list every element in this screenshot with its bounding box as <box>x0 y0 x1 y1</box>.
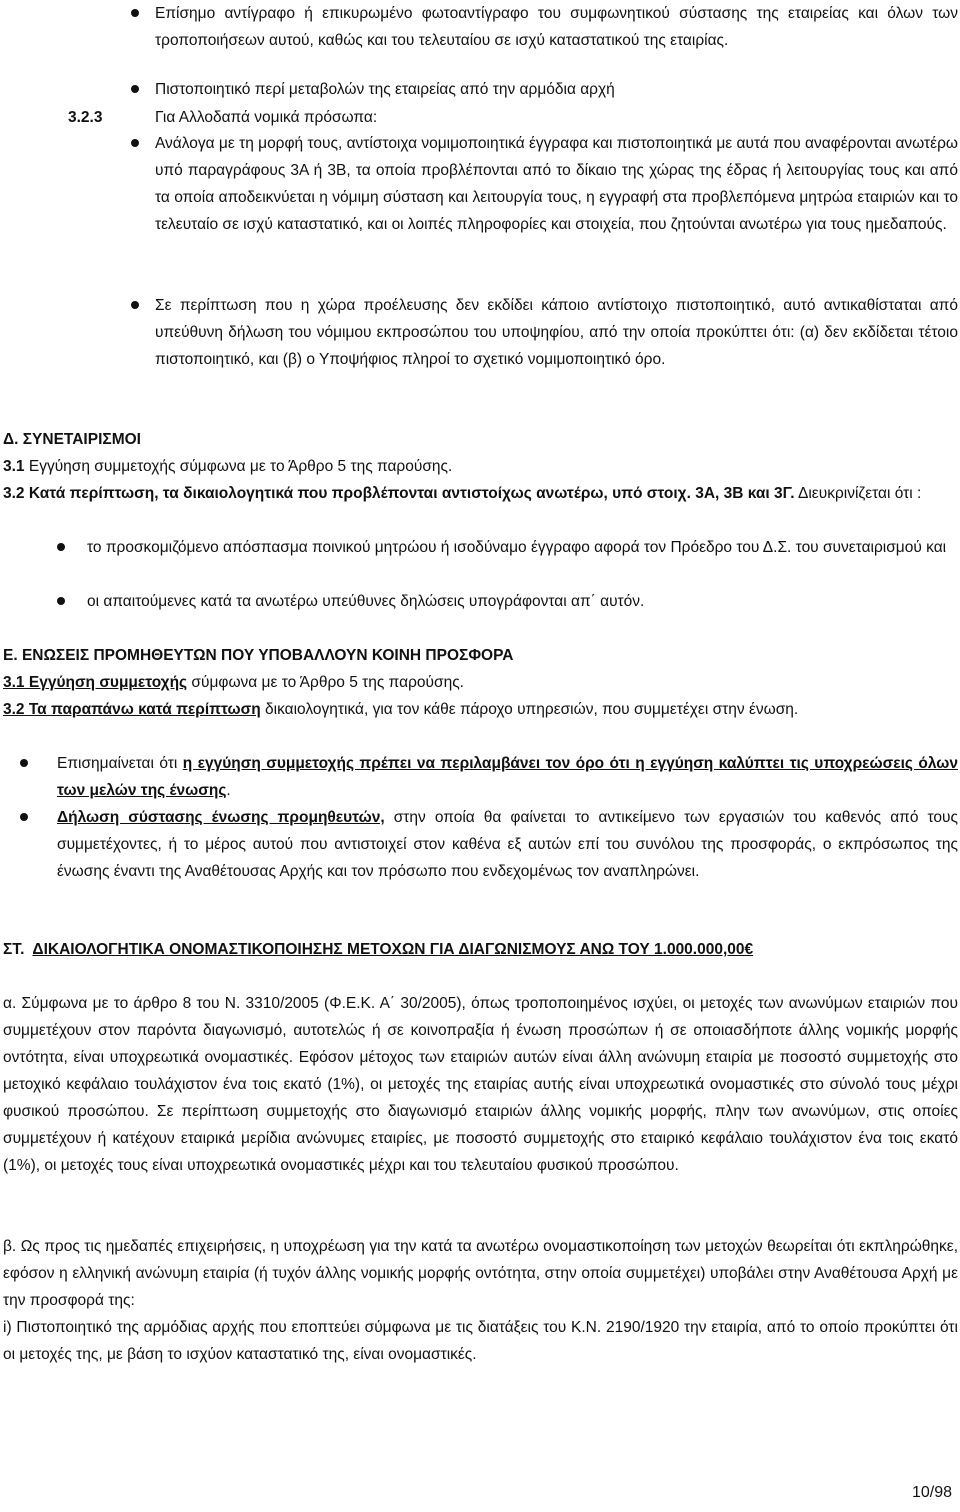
heading-prefix: ΣΤ. <box>3 941 33 958</box>
emphasis-text: Δήλωση σύστασης ένωσης προμηθευτών, <box>57 809 385 826</box>
section-heading: Δ. ΣΥΝΕΤΑΙΡΙΣΜΟΙ <box>3 431 141 448</box>
text: στην οποία θα φαίνεται το αντικείμενο των εργασιών του καθενός από τους συμμετέχοντες, ή το μέρος αυτού που αντιστοιχεί στον καθένα εξ αυτών επί του συνόλου της προσφοράς, ο εκπρόσωπος της ένωσης έναντι της Αναθέτουσας Αρχής και τον πρόσωπο που ενδεχομένως τον αναπληρώνει. <box>57 809 958 880</box>
paragraph: οι απαιτούμενες κατά τα ανωτέρω υπεύθυνες δηλώσεις υπογράφονται απ΄ αυτόν. <box>87 593 645 610</box>
paragraph <box>57 804 958 885</box>
section-heading <box>3 936 753 963</box>
item-text: σύμφωνα με το Άρθρο 5 της παρούσης. <box>187 674 464 691</box>
bullet-icon <box>131 85 139 93</box>
bullet-icon <box>131 301 139 309</box>
paragraph: Πιστοποιητικό περί μεταβολών της εταιρείας από την αρμόδια αρχή <box>155 81 615 98</box>
item-number: 3.2 <box>3 485 25 502</box>
text: Επισημαίνεται ότι <box>57 755 183 772</box>
section-number: 3.2.3 <box>68 109 103 126</box>
bullet-icon <box>20 759 28 767</box>
bullet-icon <box>57 597 65 605</box>
list-item <box>3 453 958 480</box>
list-item <box>3 480 958 507</box>
item-text-bold: Κατά περίπτωση, τα δικαιολογητικά που προβλέπονται αντιστοίχως ανωτέρω, υπό στοιχ. 3Α, 3Β και 3Γ. <box>24 485 795 502</box>
paragraph: i) Πιστοποιητικό της αρμόδιας αρχής που εποπτεύει σύμφωνα με τις διατάξεις του Κ.Ν. 2190/1920 την εταιρία, από το οποίο προκύπτει ότι οι μετοχές της, με βάση το ισχύον καταστατικό της, είναι ονομαστικές. <box>3 1319 958 1363</box>
paragraph: Επίσημο αντίγραφο ή επικυρωμένο φωτοαντίγραφο του συμφωνητικού σύστασης της εταιρείας και όλων των τροποποιήσεων αυτού, καθώς και του τελευταίου σε ισχύ καταστατικού της εταιρίας. <box>155 5 958 49</box>
paragraph: β. Ως προς τις ημεδαπές επιχειρήσεις, η υποχρέωση για την κατά τα ανωτέρω ονομαστικοποίηση των μετοχών θεωρείται ότι εκπληρώθηκε, εφόσον η ελληνική ανώνυμη εταιρία (ή τυχόν άλλης νομικής μορφής οντότητα, στην οποία συμμετέχει) υποβάλει στην Αναθέτουσα Αρχή με την προσφορά της: <box>3 1238 958 1309</box>
paragraph: α. Σύμφωνα με το άρθρο 8 του Ν. 3310/2005 (Φ.Ε.Κ. Α΄ 30/2005), όπως τροποποιημένος ισχύει, οι μετοχές των ανωνύμων εταιριών που συμμετέχουν στον παρόντα διαγωνισμό, αυτοτελώς ή σε κοινοπραξία ή ένωση προσώπων ή σε οποιασδήποτε άλλης νομικής μορφής οντότητα, είναι υποχρεωτικά ονομαστικές. Εφόσον μέτοχος των εταιριών αυτών είναι άλλη ανώνυμη εταιρία με ποσοστό συμμετοχής στο μετοχικό κεφάλαιο τουλάχιστον ένα τοις εκατό (1%), οι μετοχές της εταιρίας αυτής είναι υποχρεωτικά ονομαστικές στο σύνολό τους μέχρι φυσικού προσώπου. Σε περίπτωση συμμετοχής στο διαγωνισμό εταιριών άλλης νομικής μορφής, πλην των ανωνύμων, στις οποίες συμμετέχουν ή κατέχουν εταιρικά μερίδια ανώνυμες εταιρίες, με ποσοστό συμμετοχής στο εταιρικό κεφάλαιο τουλάχιστον ένα τοις εκατό (1%), οι μετοχές τους είναι υποχρεωτικά ονομαστικές μέχρι και του τελευταίου φυσικού προσώπου. <box>3 995 958 1174</box>
bullet-icon <box>131 139 139 147</box>
paragraph: το προσκομιζόμενο απόσπασμα ποινικού μητρώου ή ισοδύναμο έγγραφο αφορά τον Πρόεδρο του Δ.Σ. του συνεταιρισμού και <box>87 539 947 556</box>
bullet-icon <box>131 9 139 17</box>
heading-text: ΔΙΚΑΙΟΛΟΓΗΤΙΚΑ ΟΝΟΜΑΣΤΙΚΟΠΟΙΗΣΗΣ ΜΕΤΟΧΩΝ ΓΙΑ ΔΙΑΓΩΝΙΣΜΟΥΣ ΑΝΩ ΤΟΥ 1.000.000,00€ <box>32 941 754 958</box>
text: . <box>226 782 231 799</box>
item-number: 3.2 <box>3 701 25 718</box>
section-heading: Ε. ΕΝΩΣΕΙΣ ΠΡΟΜΗΘΕΥΤΩΝ ΠΟΥ ΥΠΟΒΑΛΛΟΥΝ ΚΟΙΝΗ ΠΡΟΣΦΟΡΑ <box>3 647 514 664</box>
list-item <box>3 696 958 723</box>
paragraph <box>57 750 958 804</box>
paragraph: Ανάλογα με τη μορφή τους, αντίστοιχα νομιμοποιητικά έγγραφα και πιστοποιητικά με αυτά που αναφέρονται ανωτέρω υπό παραγράφους 3Α ή 3Β, τα οποία προβλέπονται από το δίκαιο της χώρας της έδρας ή λειτουργίας τους και από τα οποία αποδεικνύεται η νόμιμη σύσταση και λειτουργία τους, η εγγραφή στα προβλεπόμενα μητρώα εταιριών και το τελευταίο σε ισχύ καταστατικό, και οι λοιπές πληροφορίες και στοιχεία, που ζητούνται ανωτέρω για τους ημεδαπούς. <box>155 135 958 233</box>
item-number: 3.1 <box>3 458 25 475</box>
item-text: Εγγύηση συμμετοχής σύμφωνα με το Άρθρο 5 της παρούσης. <box>24 458 453 475</box>
paragraph: Σε περίπτωση που η χώρα προέλευσης δεν εκδίδει κάποιο αντίστοιχο πιστοποιητικό, αυτό αντικαθίσταται από υπεύθυνη δήλωση του νόμιμου εκπροσώπου του υποψηφίου, από την οποία προκύπτει ότι: (α) δεν εκδίδεται τέτοιο πιστοποιητικό, και (β) ο Υποψήφιος πληροί το σχετικό νομιμοποιητικό όρο. <box>155 297 958 368</box>
item-number: 3.1 <box>3 674 25 691</box>
bullet-icon <box>20 813 28 821</box>
item-text: Διευκρινίζεται ότι : <box>794 485 922 502</box>
page-number: 10/98 <box>911 1484 952 1501</box>
item-text-bold: Εγγύηση συμμετοχής <box>24 674 188 691</box>
item-text: δικαιολογητικά, για τον κάθε πάροχο υπηρεσιών, που συμμετέχει στην ένωση. <box>260 701 799 718</box>
list-item <box>3 669 958 696</box>
item-text-bold: Τα παραπάνω κατά περίπτωση <box>24 701 261 718</box>
section-title: Για Αλλοδαπά νομικά πρόσωπα: <box>155 109 378 126</box>
bullet-icon <box>57 543 65 551</box>
emphasis-text: η εγγύηση συμμετοχής πρέπει να περιλαμβάνει τον όρο ότι η εγγύηση καλύπτει τις υποχρεώσεις όλων των μελών της ένωσης <box>57 755 958 799</box>
